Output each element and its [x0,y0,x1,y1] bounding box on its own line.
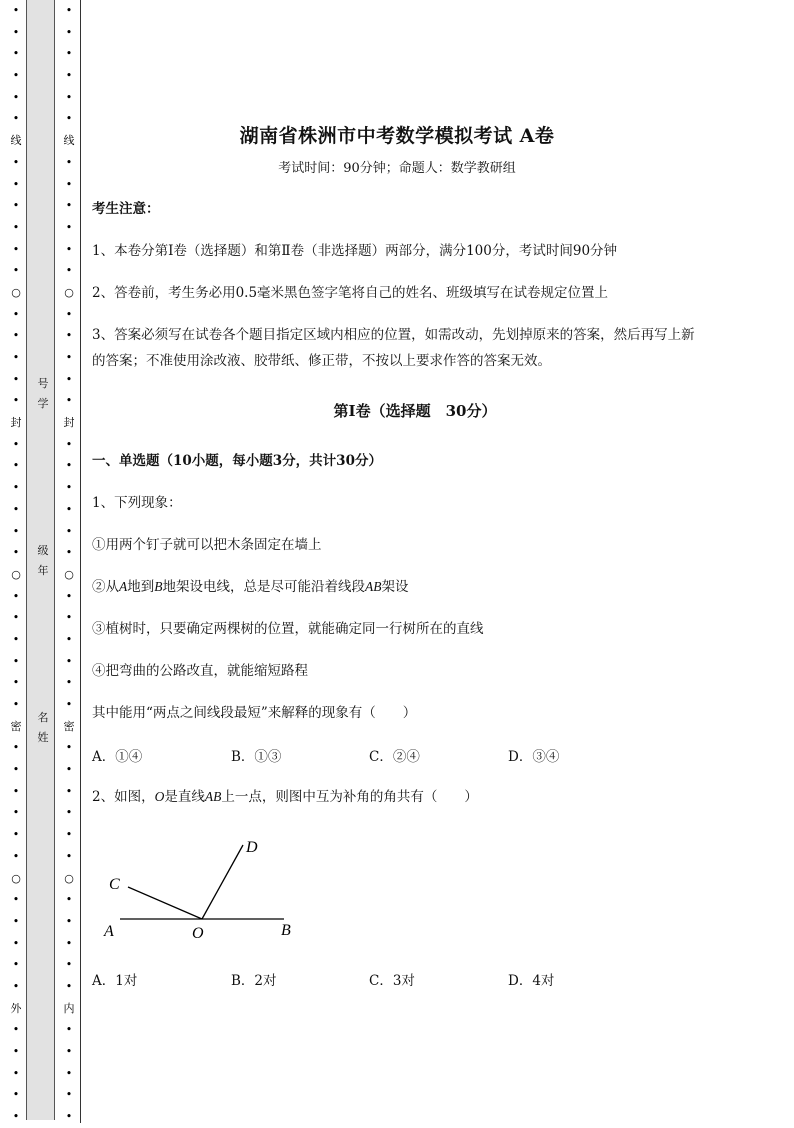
margin-dot: • [65,437,73,451]
margin-dot: • [65,1023,73,1037]
margin-dot: • [65,220,73,234]
margin-dot: • [12,90,20,104]
margin-dot: • [65,90,73,104]
margin-dot: • [12,849,20,863]
margin-dot: • [65,25,73,39]
margin-dot: • [65,979,73,993]
q2-figure [92,830,312,950]
margin-dot: • [65,112,73,126]
margin-dot: • [12,654,20,668]
margin-dot: • [12,1066,20,1080]
margin-dot: • [65,698,73,711]
label-b: B [281,922,291,939]
margin-dot: • [65,741,73,755]
margin-dot: • [65,914,73,928]
margin-dot: • [65,1088,73,1102]
margin-dot: • [65,784,73,798]
margin-dot: • [12,611,20,625]
q1-statement-3: ③植树时，只要确定两棵树的位置，就能确定同一行树所在的直线 [92,621,484,637]
margin-dot: • [65,307,73,321]
margin-dot: • [65,481,73,495]
margin-marker: 密 [63,719,75,733]
margin-dot: • [65,394,73,408]
field-label-hao: 号 [37,377,49,390]
margin-marker: 外 [10,1001,22,1015]
margin-dot: • [12,632,20,646]
part1-heading: 一、单选题（10小题，每小题3分，共计30分） [92,453,382,469]
margin-dot: • [65,1110,73,1124]
margin-dot: • [65,4,73,17]
label-d: D [246,839,258,856]
margin-dot: • [12,1088,20,1102]
section-title: 第I卷（选择题 30分） [333,402,497,420]
margin-dot: • [12,914,20,928]
margin-dot: • [65,459,73,473]
q2-option-d: D．4对 [508,973,555,989]
margin-dot: • [65,47,73,61]
margin-dot: • [65,372,73,386]
margin-dot: • [12,784,20,798]
margin-marker: 线 [63,134,75,148]
exam-title: 湖南省株洲市中考数学模拟考试 A卷 [239,125,555,147]
margin-dot: • [12,481,20,495]
q1-s2-text-d: 架设 [381,579,409,595]
margin-dot: • [12,589,20,603]
q2-option-c: C．3对 [369,973,415,989]
q1-s2-text-a: ②从 [92,579,119,595]
margin-dot: • [12,307,20,321]
margin-dot: • [65,763,73,777]
q1-s2-text-c: 地架设电线，总是尽可能沿着线段 [162,579,365,595]
margin-dot: • [12,329,20,343]
q1-option-a: A．①④ [92,749,143,765]
margin-dot: • [12,459,20,473]
notice-item-2: 2、答卷前，考生务必用0.5毫米黑色签字笔将自己的姓名、班级填写在试卷规定位置上 [92,285,609,301]
margin-dot: • [65,936,73,950]
q1-s2-point-a: A [119,579,128,594]
exam-subtitle: 考试时间：90分钟；命题人：数学教研组 [278,161,516,176]
field-label-xue: 学 [37,397,49,410]
margin-marker: 封 [10,416,22,430]
margin-marker: ○ [64,285,74,299]
field-label-xing: 姓 [37,731,49,744]
margin-dot: • [12,69,20,83]
margin-dot: • [12,372,20,386]
margin-dot: • [12,806,20,820]
margin-dot: • [65,893,73,907]
margin-dot: • [12,676,20,690]
ray-oc [128,887,202,919]
margin-dot: • [12,1110,20,1124]
label-c: C [109,876,120,893]
q2-option-a: A．1对 [92,973,138,989]
margin-dot: • [12,437,20,451]
q1-ask: 其中能用“两点之间线段最短”来解释的现象有（ ） [92,705,417,721]
ray-od [202,845,243,919]
margin-dot: • [65,958,73,972]
margin-marker: ○ [64,567,74,581]
margin-dot: • [12,112,20,126]
label-o: O [192,925,204,942]
margin-marker: ○ [64,871,74,885]
q2-text-b: 是直线 [164,789,205,805]
margin-dot: • [65,828,73,842]
notice-item-1: 1、本卷分第I卷（选择题）和第Ⅱ卷（非选择题）两部分，满分100分，考试时间90分钟 [92,243,618,259]
margin-marker: 密 [10,719,22,733]
margin-dot: • [65,654,73,668]
notice-item-3: 3、答案必须写在试卷各个题目指定区域内相应的位置，如需改动，先划掉原来的答案，然后再写上新 [92,327,695,343]
margin-dot: • [65,1066,73,1080]
q1-statement-2 [92,577,772,597]
q1-s2-text-b: 地到 [127,579,155,595]
q2-text-a: 2、如图， [92,789,155,805]
notice-heading: 考生注意： [92,201,160,217]
margin-dot: • [12,155,20,169]
margin-dot: • [65,546,73,560]
label-a: A [104,923,114,940]
margin-dot: • [12,893,20,907]
q1-stem: 1、下列现象： [92,495,182,511]
margin-dot: • [12,47,20,61]
margin-dot: • [12,1045,20,1058]
margin-dot: • [65,806,73,820]
margin-dot: • [12,242,20,256]
margin-dot: • [12,828,20,842]
margin-dot: • [65,69,73,83]
field-label-ji: 级 [37,544,49,557]
margin-dot: • [65,264,73,278]
margin-dot: • [65,632,73,646]
margin-dot: • [65,589,73,603]
q1-option-c: C．②④ [369,749,420,765]
q1-option-b: B．①③ [231,749,282,765]
margin-dot: • [12,524,20,538]
margin-dot: • [65,177,73,191]
margin-dot: • [12,220,20,234]
margin-dot: • [12,177,20,191]
margin-dot: • [65,524,73,538]
margin-dot: • [12,741,20,755]
margin-dot: • [65,849,73,863]
margin-marker: ○ [11,871,21,885]
q1-statement-1: ①用两个钉子就可以把木条固定在墙上 [92,537,322,553]
margin-dot: • [12,979,20,993]
margin-marker: 线 [10,134,22,148]
margin-dot: • [12,351,20,364]
margin-marker: 内 [63,1001,75,1015]
q2-point-o: O [154,789,165,804]
margin-dot: • [12,698,20,711]
q1-statement-4: ④把弯曲的公路改直，就能缩短路程 [92,663,308,679]
notice-item-3-cont: 的答案；不准使用涂改液、胶带纸、修正带，不按以上要求作答的答案无效。 [92,353,551,369]
margin-marker: 封 [63,416,75,430]
margin-dot: • [65,502,73,516]
field-label-nian: 年 [37,564,49,577]
margin-dot: • [65,242,73,256]
margin-dot: • [65,611,73,625]
margin-dot: • [12,546,20,560]
margin-dot: • [12,502,20,516]
margin-dot: • [65,155,73,169]
margin-dot: • [12,394,20,408]
margin-dot: • [65,676,73,690]
margin-dot: • [12,936,20,950]
margin-dot: • [12,763,20,777]
margin-dot: • [65,329,73,343]
margin-dot: • [12,4,20,17]
q2-text-c: 上一点，则图中互为补角的角共有（ ） [221,789,478,805]
margin-dot: • [12,199,20,213]
q2-option-b: B．2对 [231,973,277,989]
margin-dot: • [12,1023,20,1037]
margin-dot: • [65,199,73,213]
margin-dot: • [65,351,73,364]
margin-dot: • [12,264,20,278]
margin-marker: ○ [11,285,21,299]
field-label-ming: 名 [37,711,49,724]
margin-dot: • [65,1045,73,1058]
q1-s2-segment-ab: AB [365,579,382,594]
q1-s2-point-b: B [154,579,163,594]
q2-stem [92,787,772,807]
margin-marker: ○ [11,567,21,581]
q2-line-ab: AB [204,789,222,804]
q1-option-d: D．③④ [508,749,560,765]
margin-dot: • [12,25,20,39]
margin-dot: • [12,958,20,972]
